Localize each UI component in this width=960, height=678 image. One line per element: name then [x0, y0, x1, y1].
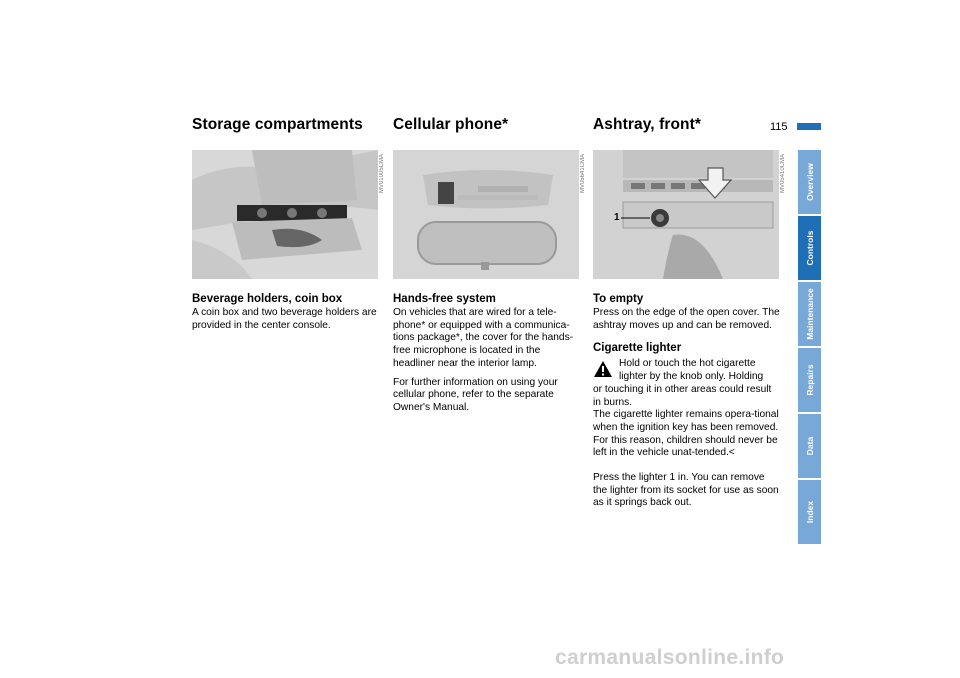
section-title: Storage compartments: [192, 116, 363, 133]
photo-ashtray: [593, 150, 779, 279]
tab-controls[interactable]: Controls: [798, 216, 821, 280]
photo-callout: 1: [614, 212, 620, 223]
section-title: Ashtray, front*: [593, 116, 702, 133]
watermark: carmanualsonline.info: [555, 646, 785, 669]
warning-triangle-icon: [593, 360, 613, 378]
photo-code: MV01005CMA: [379, 154, 385, 194]
warning-line: Hold or touch the hot cigarette: [619, 358, 756, 370]
paragraph: Press the lighter 1 in. You can remove the lighter from its socket for use as soon as it springs back out.: [593, 472, 779, 509]
tab-index[interactable]: Index: [798, 480, 821, 544]
section-body-storage: [192, 293, 380, 338]
photo-code: MV05410CMA: [780, 154, 786, 194]
tab-data[interactable]: Data: [798, 414, 821, 478]
paragraph: Press on the edge of the open cover. The ashtray moves up and can be removed.: [593, 307, 780, 331]
warning-block: [593, 358, 781, 460]
subsection-heading: To empty: [593, 293, 644, 305]
warning-text: or touching it in other areas could result in burns.: [593, 383, 772, 408]
tab-repairs[interactable]: Repairs: [798, 348, 821, 412]
column-ashtray: [593, 116, 781, 134]
page-number-marker: [797, 123, 821, 130]
column-storage: [192, 116, 380, 134]
photo-code: MV05641CMA: [580, 154, 586, 194]
column-cellular-phone: [393, 116, 581, 134]
warning-text: The cigarette lighter remains opera-tional when the ignition key has been removed. For this reason, children should never be left in the vehicle unat-tended.<: [593, 409, 779, 459]
photo-center-console: [192, 150, 378, 279]
chapter-tab-strip: [798, 150, 821, 544]
section-body-cellular: [393, 293, 581, 421]
subsection-heading: Cigarette lighter: [593, 342, 682, 355]
paragraph: A coin box and two beverage holders are provided in the center console.: [192, 307, 377, 331]
tab-overview[interactable]: Overview: [798, 150, 821, 214]
page-number: 115: [770, 121, 788, 133]
paragraph: For further information on using your cellular phone, refer to the separate Owner's Manual.: [393, 376, 558, 413]
section-body-ashtray: [593, 293, 781, 516]
warning-line: lighter by the knob only. Holding: [619, 371, 764, 383]
paragraph: On vehicles that are wired for a tele-phone* or equipped with a communica-tions package*, the cover for the hands-free microphone is located in the headliner near the interior lamp.: [393, 307, 574, 369]
photo-interior-mirror: [393, 150, 579, 279]
subsection-heading: Hands-free system: [393, 293, 496, 305]
tab-maintenance[interactable]: Maintenance: [798, 282, 821, 346]
section-title: Cellular phone*: [393, 116, 509, 133]
subsection-heading: Beverage holders, coin box: [192, 293, 343, 305]
